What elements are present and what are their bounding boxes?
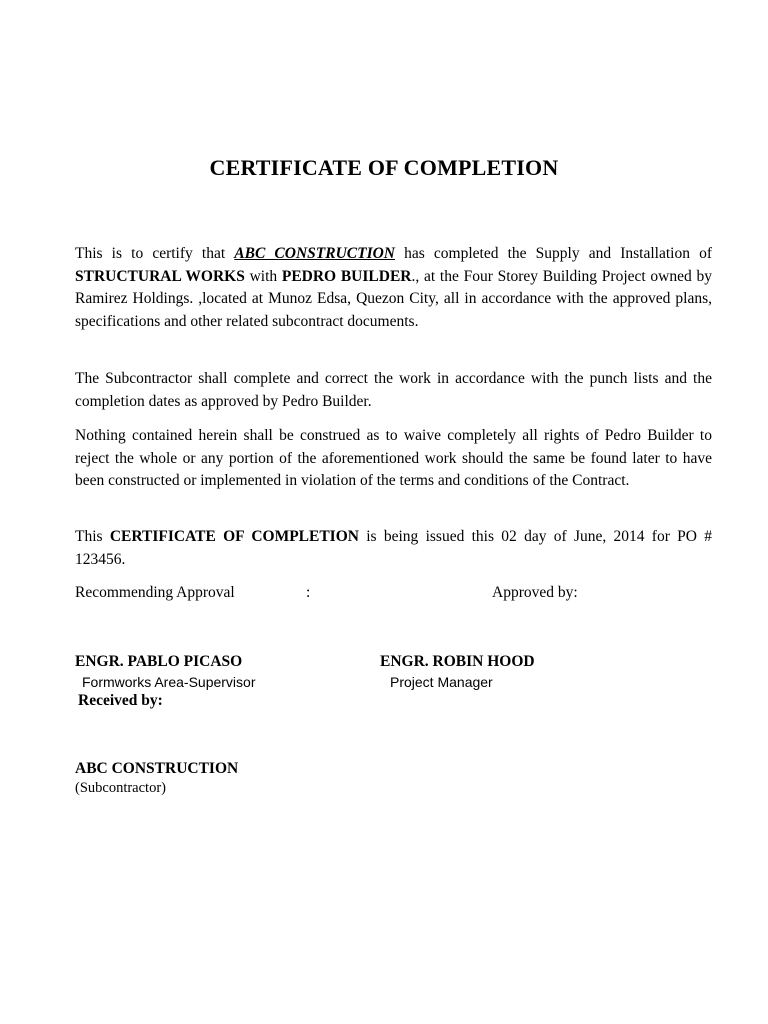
subcontractor-paragraph: The Subcontractor shall complete and correct the work in accordance with the punch lists and the completion dates as approved by Pedro Builder. [75,370,712,410]
receiver-name: ABC CONSTRUCTION [75,760,239,777]
certification-paragraph [75,243,712,333]
receiver-title: (Subcontractor) [75,780,166,796]
recommending-colon: : [306,584,311,601]
recommender-name: ENGR. PABLO PICASO [75,653,243,670]
works-name: STRUCTURAL WORKS [75,267,245,285]
p4-text-2: is being issued this 02 day of June, 2014 for PO # 123456. [75,528,712,568]
company-name-emphasis: ABC CONSTRUCTION [234,245,395,262]
approver-title: Project Manager [390,674,493,690]
p1-text-1: This is to certify that [75,245,235,262]
p1-text-4: ., at the Four Storey Building Project owned by Ramirez Holdings. ,located at Munoz Edsa, Quezon City, all in accordance with the approved plans, specifications and other related subcontract documents. [75,267,712,330]
approver-name: ENGR. ROBIN HOOD [380,653,535,670]
rights-paragraph: Nothing contained herein shall be construed as to waive completely all rights of Pedro Builder to reject the whole or any portion of the aforementioned work should the same be found later to have been constructed or implemented in violation of the terms and conditions of the Contract. [75,427,712,489]
certificate-title: CERTIFICATE OF COMPLETION [209,155,559,180]
recommender-title: Formworks Area-Supervisor [82,674,256,690]
builder-name: PEDRO BUILDER [281,267,412,285]
received-by-label: Received by: [78,692,163,709]
issuance-paragraph [75,526,712,571]
approved-by-label: Approved by: [492,584,578,601]
p4-text-1: This [75,528,110,545]
certificate-name: CERTIFICATE OF COMPLETION [109,528,359,545]
p1-text-2: has completed the Supply and Installation of [395,245,713,262]
p1-text-3: with [244,267,282,285]
recommending-approval-label: Recommending Approval [75,584,235,601]
